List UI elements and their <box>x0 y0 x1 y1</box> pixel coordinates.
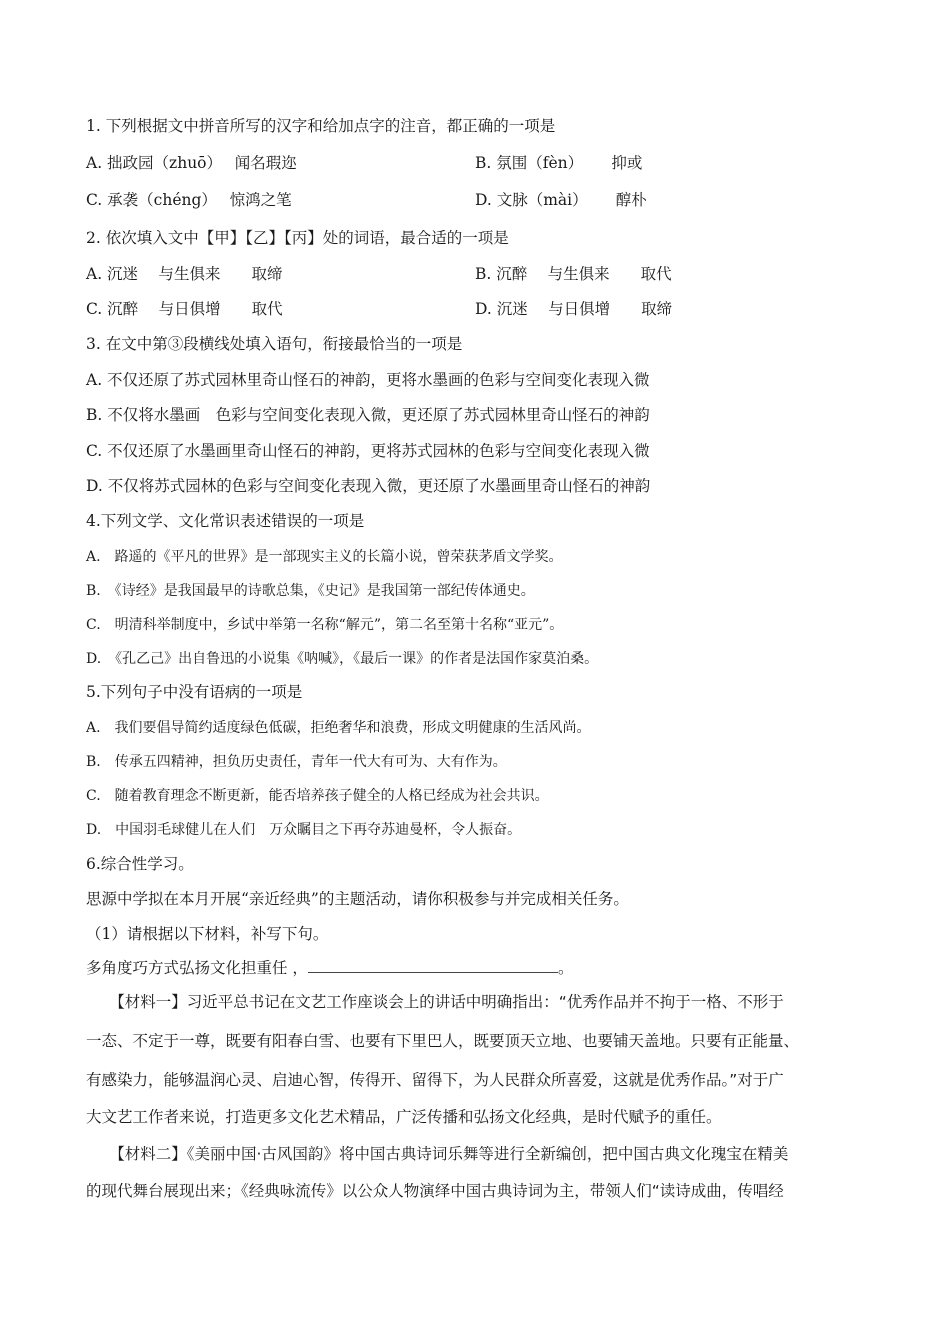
q6-subquestion-1: （1）请根据以下材料，补写下句。 <box>86 925 329 943</box>
q3-option-a: A. 不仅还原了苏式园林里奇山怪石的神韵，更将水墨画的色彩与空间变化表现入微 <box>86 371 650 389</box>
q2-stem: 2. 依次填入文中【甲】【乙】【丙】处的词语，最合适的一项是 <box>86 229 509 247</box>
q1-option-c: C. 承袭（chéng） 惊鸿之笔 <box>86 191 292 209</box>
q2-option-c: C. 沉醉 与日俱增 取代 <box>86 300 283 318</box>
q3-option-b: B. 不仅将水墨画 色彩与空间变化表现入微，更还原了苏式园林里奇山怪石的神韵 <box>86 406 650 424</box>
q2-option-b: B. 沉醉 与生俱来 取代 <box>475 265 672 283</box>
q4-option-c: C. 明清科举制度中，乡试中举第一名称“解元”，第二名至第十名称“亚元”。 <box>86 617 564 633</box>
q4-option-b: B. 《诗经》是我国最早的诗歌总集，《史记》是我国第一部纪传体通史。 <box>86 583 535 599</box>
answer-blank[interactable] <box>308 958 558 973</box>
material-1-line-2: 一态、不定于一尊，既要有阳春白雪、也要有下里巴人，既要顶天立地、也要铺天盖地。只要有正能量、 <box>86 1032 800 1050</box>
q6-fill-line <box>86 957 573 979</box>
material-1-line-4: 大文艺工作者来说，打造更多文化艺术精品，广泛传播和弘扬文化经典，是时代赋予的重任。 <box>86 1108 722 1126</box>
q3-option-d: D. 不仅将苏式园林的色彩与空间变化表现入微，更还原了水墨画里奇山怪石的神韵 <box>86 477 651 495</box>
material-1-line-1: 【材料一】习近平总书记在文艺工作座谈会上的讲话中明确指出：“优秀作品并不拘于一格、不形于 <box>86 993 784 1011</box>
q5-option-a: A. 我们要倡导简约适度绿色低碳，拒绝奢华和浪费，形成文明健康的生活风尚。 <box>86 720 591 736</box>
q4-stem: 4.下列文学、文化常识表述错误的一项是 <box>86 512 365 530</box>
q4-option-d: D. 《孔乙己》出自鲁迅的小说集《呐喊》，《最后一课》的作者是法国作家莫泊桑。 <box>86 651 599 667</box>
material-2-line-2: 的现代舞台展现出来；《经典咏流传》以公众人物演绎中国古典诗词为主，带领人们“读诗成曲，传唱经 <box>86 1182 784 1200</box>
q6-fill-suffix: 。 <box>557 959 574 977</box>
q3-option-c: C. 不仅还原了水墨画里奇山怪石的神韵，更将苏式园林的色彩与空间变化表现入微 <box>86 442 650 460</box>
q3-stem: 3. 在文中第③段横线处填入语句，衔接最恰当的一项是 <box>86 335 463 353</box>
q1-option-d: D. 文脉（mài） 醇朴 <box>475 191 647 209</box>
q5-stem: 5.下列句子中没有语病的一项是 <box>86 683 303 701</box>
q5-option-c: C. 随着教育理念不断更新，能否培养孩子健全的人格已经成为社会共识。 <box>86 788 549 804</box>
q6-fill-prefix: 多角度巧方式弘扬文化担重任 ， <box>86 959 308 977</box>
q1-option-a: A. 拙政园（zhuō） 闻名瑕迩 <box>86 154 297 172</box>
q2-option-d: D. 沉迷 与日俱增 取缔 <box>475 300 673 318</box>
material-1-line-3: 有感染力，能够温润心灵、启迪心智，传得开、留得下，为人民群众所喜爱，这就是优秀作品。”对于广 <box>86 1071 784 1089</box>
q1-option-b: B. 氛围（fèn） 抑或 <box>475 154 643 172</box>
q4-option-a: A. 路遥的《平凡的世界》是一部现实主义的长篇小说，曾荣获茅盾文学奖。 <box>86 549 563 565</box>
q1-stem: 1. 下列根据文中拼音所写的汉字和给加点字的注音，都正确的一项是 <box>86 117 556 135</box>
q5-option-b: B. 传承五四精神，担负历史责任，青年一代大有可为、大有作为。 <box>86 754 507 770</box>
q2-option-a: A. 沉迷 与生俱来 取缔 <box>86 265 283 283</box>
q6-intro: 思源中学拟在本月开展“亲近经典”的主题活动，请你积极参与并完成相关任务。 <box>86 890 629 908</box>
q6-stem: 6.综合性学习。 <box>86 855 194 873</box>
q5-option-d: D. 中国羽毛球健儿在人们 万众瞩目之下再夺苏迪曼杯，令人振奋。 <box>86 822 522 838</box>
material-2-line-1: 【材料二】《美丽中国·古风国韵》将中国古典诗词乐舞等进行全新编创，把中国古典文化瑰宝在精美 <box>86 1145 789 1163</box>
